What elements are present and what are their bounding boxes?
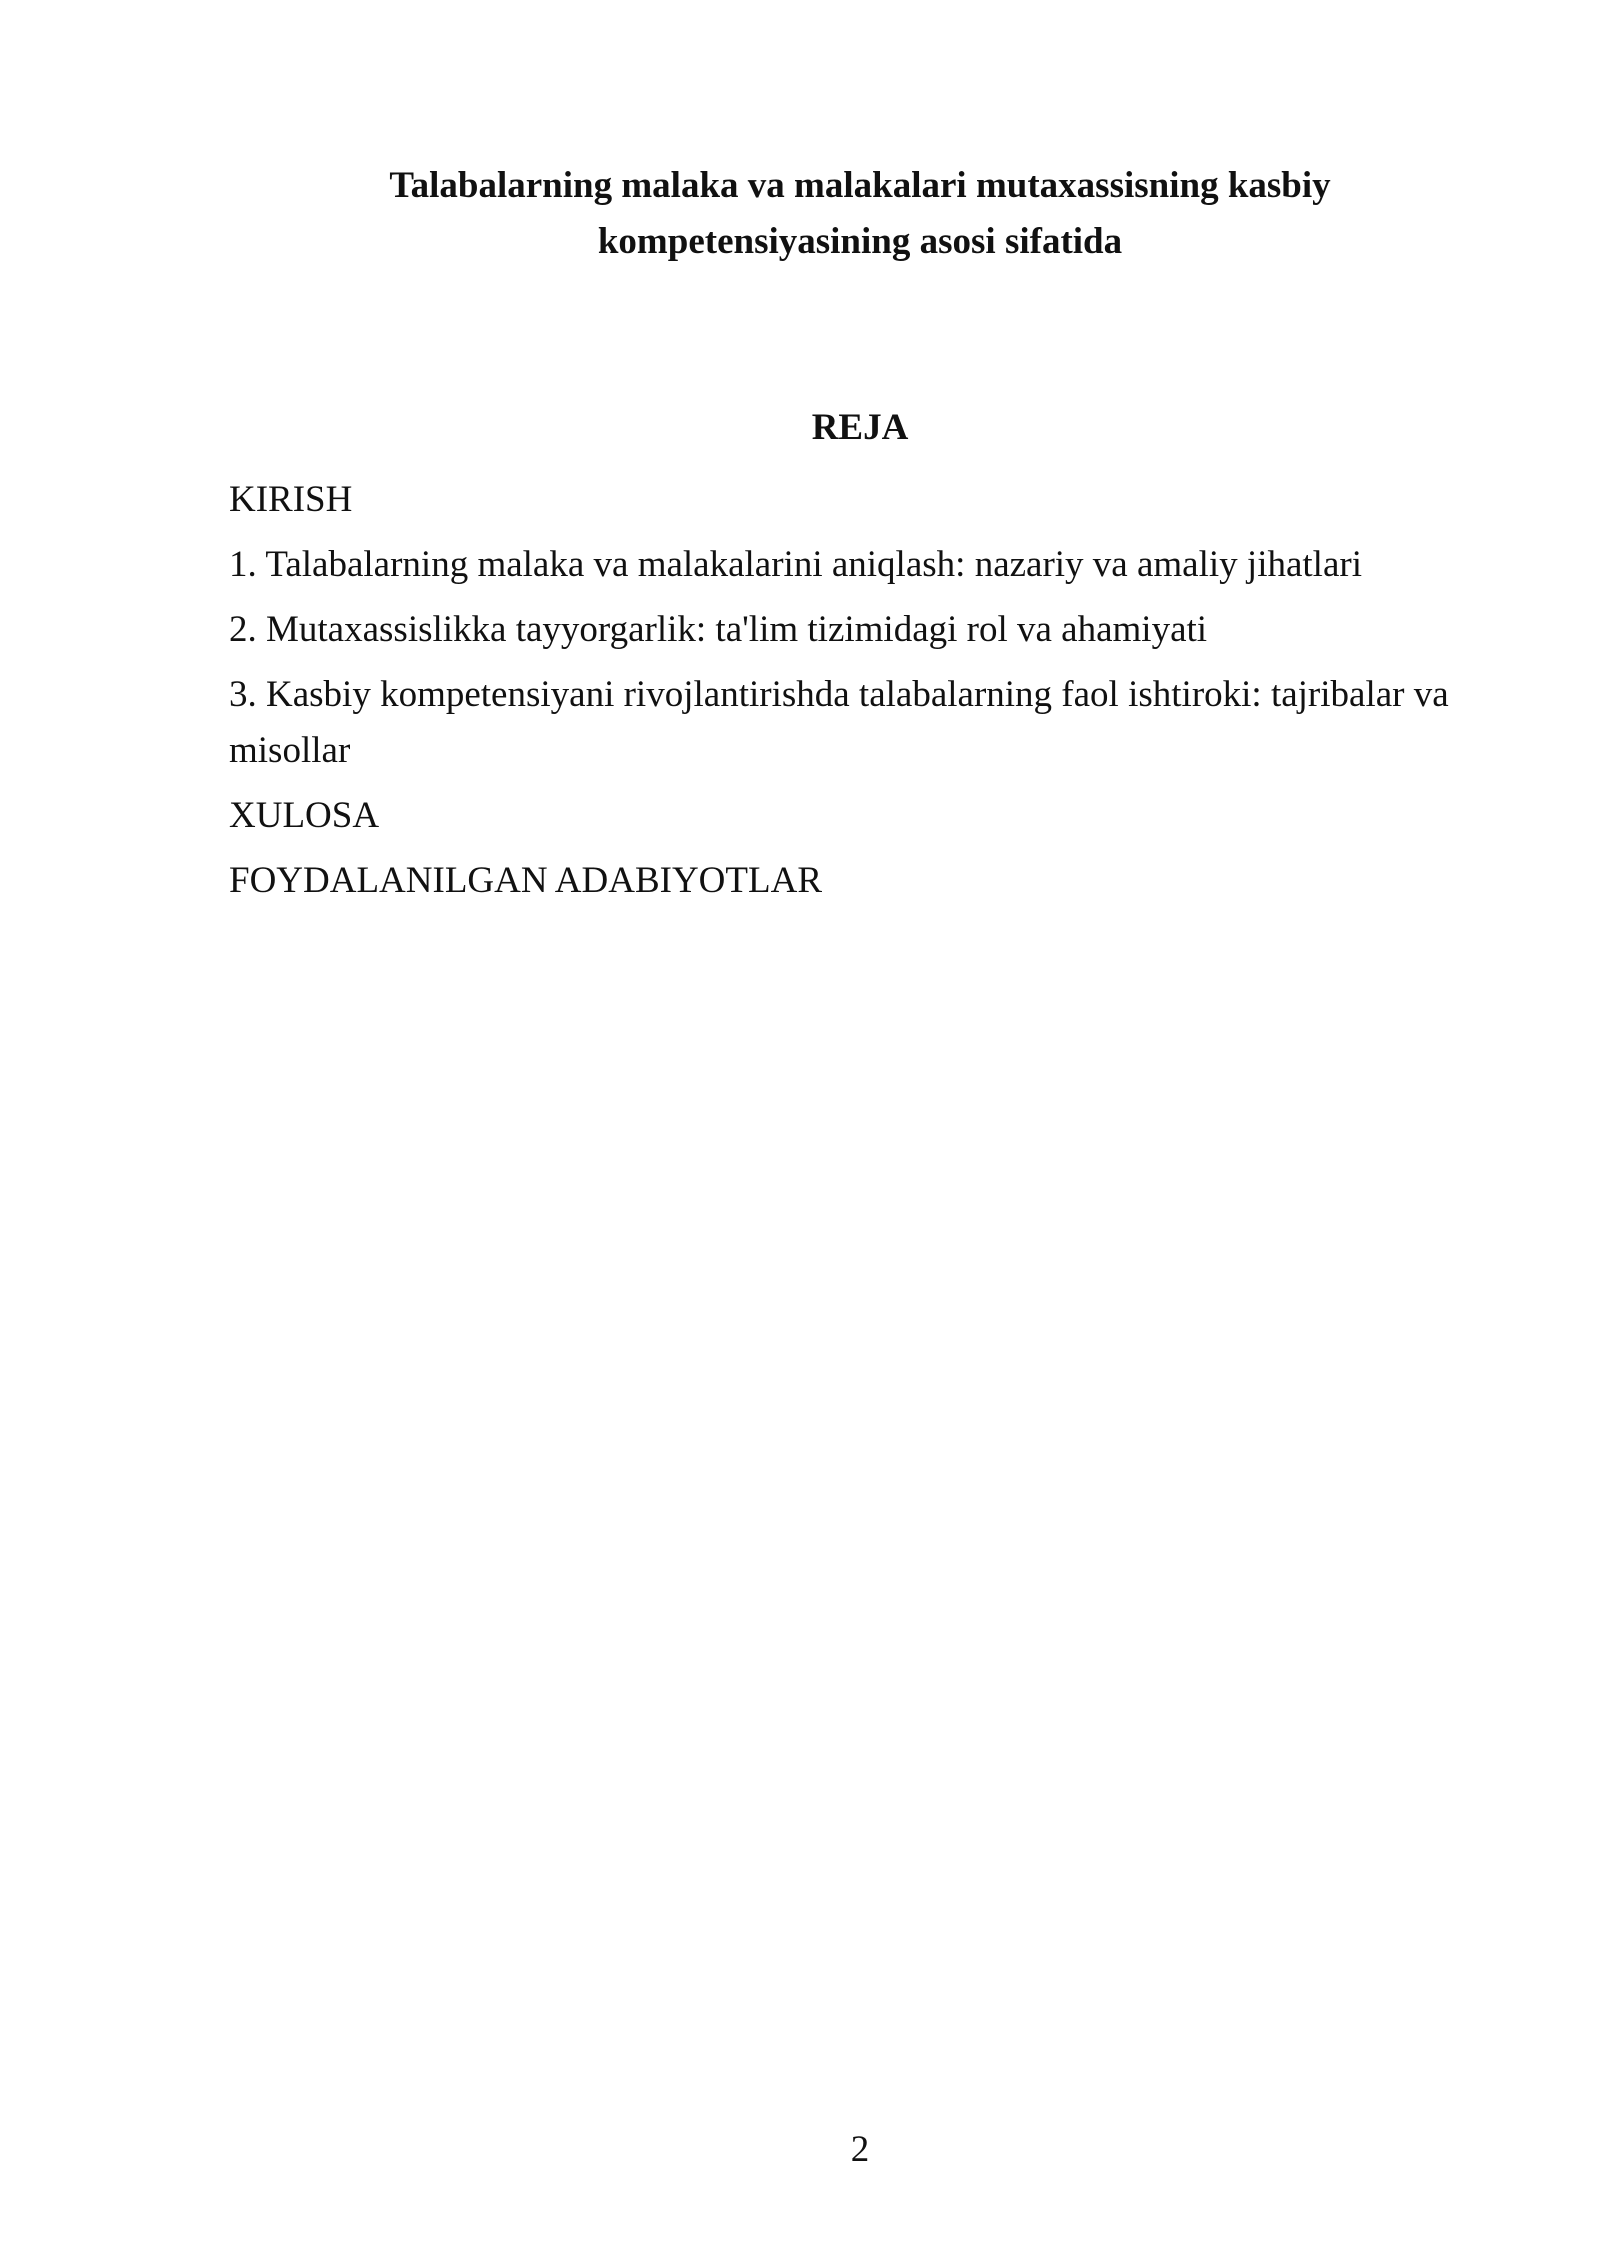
plan-list: [229, 472, 1489, 918]
plan-item-1: 1. Talabalarning malaka va malakalarini aniqlash: nazariy va amaliy jihatlari: [229, 544, 1362, 585]
plan-item-3: 3. Kasbiy kompetensiyani rivojlantirishda talabalarning faol ishtiroki: tajribalar va misollar: [229, 674, 1449, 771]
document-title-line: Talabalarning malaka va malakalari mutaxassisning kasbiy: [389, 165, 1331, 206]
plan-item-references: FOYDALANILGAN ADABIYOTLAR: [229, 860, 822, 901]
plan-item-2: 2. Mutaxassislikka tayyorgarlik: ta'lim tizimidagi rol va ahamiyati: [229, 609, 1208, 650]
page-number: 2: [850, 2129, 870, 2170]
document-title-line: kompetensiyasining asosi sifatida: [597, 221, 1123, 262]
plan-item-conclusion: XULOSA: [229, 795, 380, 836]
plan-item-introduction: KIRISH: [229, 479, 353, 520]
plan-heading: REJA: [811, 407, 909, 448]
document-title: [300, 158, 1420, 270]
